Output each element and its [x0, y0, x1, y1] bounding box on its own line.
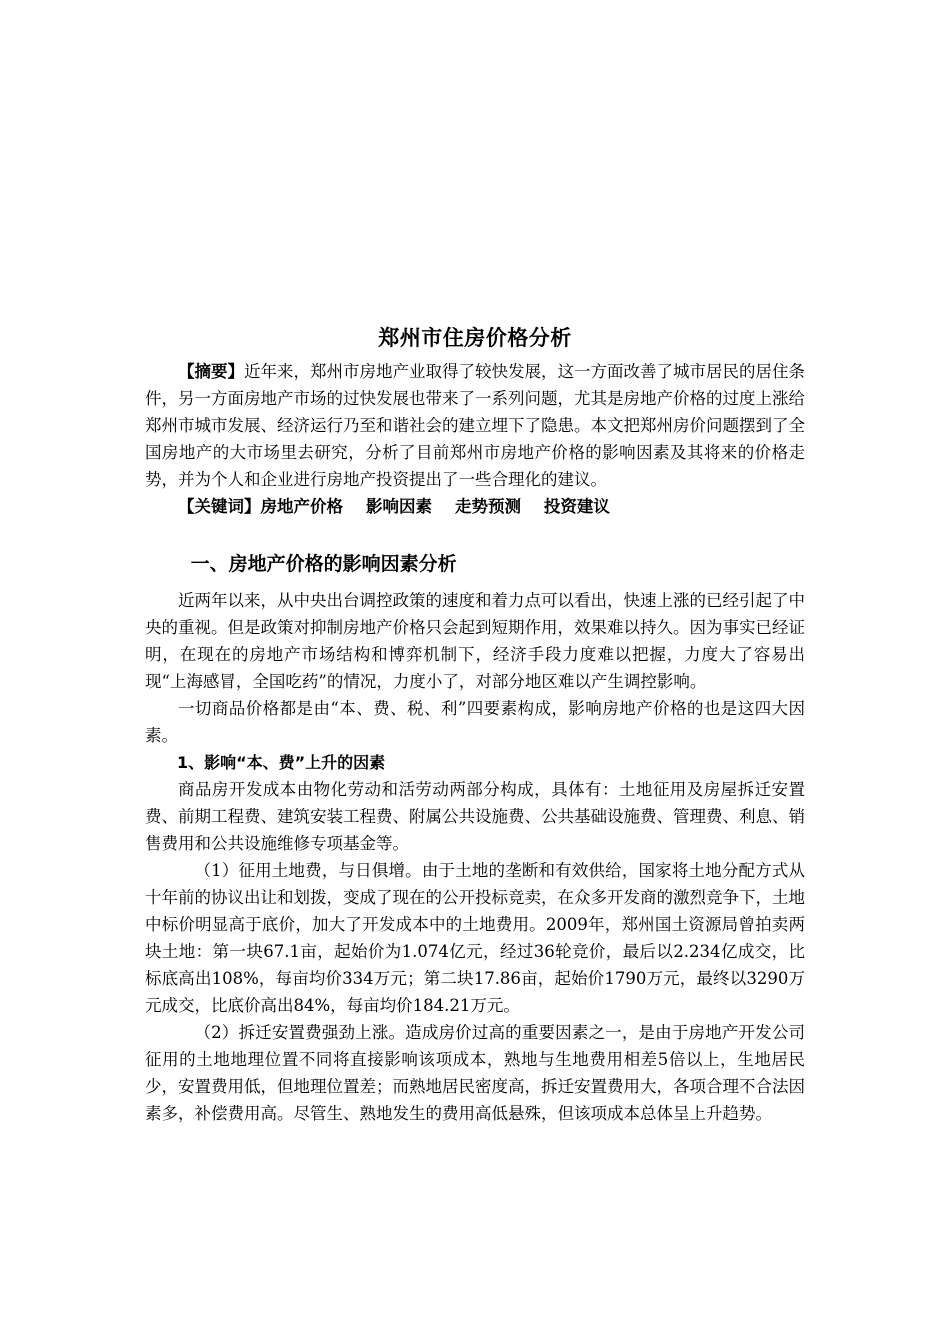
abstract-label: 【摘要】: [178, 362, 244, 381]
document-title: 郑州市住房价格分析: [378, 326, 572, 350]
abstract-text: 近年来，郑州市房地产业取得了较快发展，这一方面改善了城市居民的居住条件，另一方面房地产市场的过快发展也带来了一系列问题，尤其是房地产价格的过度上涨给郑州市城市发展、经济运行乃至和谐社会的建立埋下了隐患。本文把郑州房价问题摆到了全国房地产的大市场里去研究，分析了目前郑州市房地产价格的影响因素及其将来的价格走势，并为个人和企业进行房地产投资提出了一些合理化的建议。: [145, 362, 805, 489]
body-paragraph: 商品房开发成本由物化劳动和活劳动两部分构成，具体有：土地征用及房屋拆迁安置费、前期工程费、建筑安装工程费、附属公共设施费、公共基础设施费、管理费、利息、销售费用和公共设施维修专项基金等。: [145, 780, 805, 853]
body-paragraph: （2）拆迁安置费强劲上涨。造成房价过高的重要因素之一，是由于房地产开发公司征用的土地地理位置不同将直接影响该项成本，熟地与生地费用相差5倍以上，生地居民少，安置费用低，但地理位置差；而熟地居民密度高，拆迁安置费用大，各项合理不合法因素多，补偿费用高。尽管生、熟地发生的费用高低悬殊，但该项成本总体呈上升趋势。: [145, 1023, 805, 1123]
document-page: [145, 322, 805, 1127]
section-heading: 一、房地产价格的影响因素分析: [190, 553, 457, 575]
body-paragraph: 近两年以来，从中央出台调控政策的速度和着力点可以看出，快速上涨的已经引起了中央的重视。但是政策对抑制房地产价格只会起到短期作用，效果难以持久。因为事实已经证明，在现在的房地产市场结构和博弈机制下，经济手段力度难以把握，力度大了容易出现“上海感冒，全国吃药”的情况，力度小了，对部分地区难以产生调控影响。: [145, 591, 805, 691]
section-spacer: [145, 520, 805, 547]
keywords-line: 【关键词】房地产价格 影响因素 走势预测 投资建议: [178, 497, 610, 516]
body-paragraph: 一切商品价格都是由“本、费、税、利”四要素构成，影响房地产价格的也是这四大因素。: [145, 699, 805, 745]
abstract-paragraph: [145, 358, 805, 493]
subsection-heading: 1、影响“本、费”上升的因素: [177, 753, 386, 772]
body-paragraph: （1）征用土地费，与日俱增。由于土地的垄断和有效供给，国家将土地分配方式从十年前的协议出让和划拨，变成了现在的公开投标竞卖，在众多开发商的激烈竞争下，土地中标价明显高于底价，加大了开发成本中的土地费用。2009年，郑州国土资源局曾拍卖两块土地：第一块67.1亩，起始价为1.074亿元，经过36轮竞价，最后以2.234亿成交，比标底高出108%，每亩均价334万元；第二块17.86亩，起始价1790万元，最终以3290万元成交，比底价高出84%，每亩均价184.21万元。: [145, 861, 805, 1015]
